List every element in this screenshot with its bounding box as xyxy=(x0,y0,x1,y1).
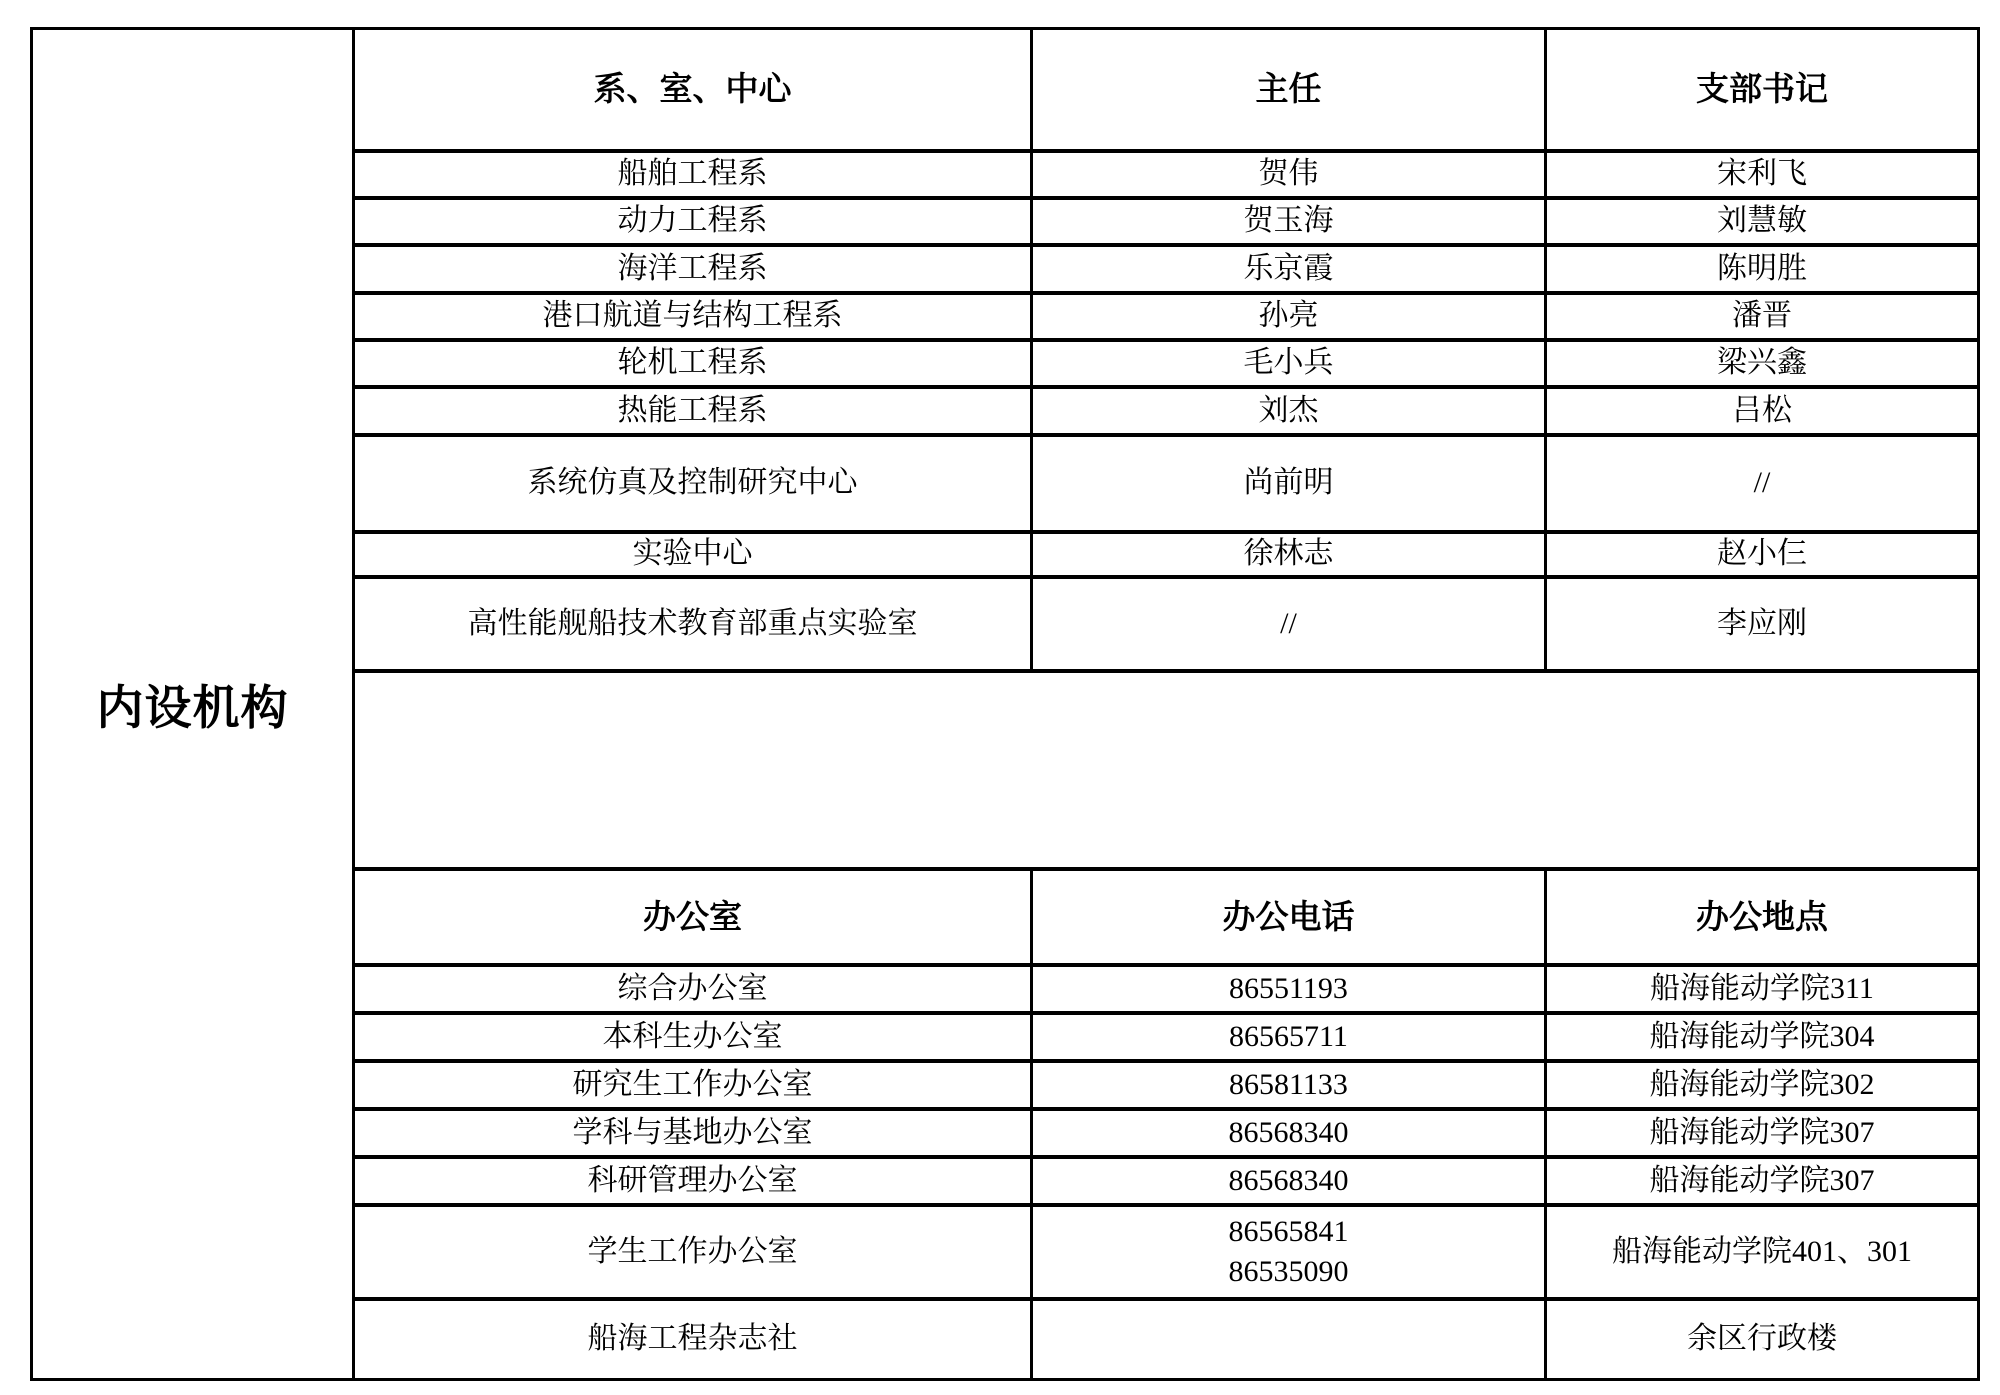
phone-line: 86565841 xyxy=(1228,1214,1349,1248)
location-cell: 船海能动学院304 xyxy=(1649,1019,1875,1053)
header-branch-secretary: 支部书记 xyxy=(1696,70,1828,108)
location-cell: 船海能动学院401、301 xyxy=(1612,1234,1912,1268)
phone-cell: 86565711 xyxy=(1033,1015,1547,1059)
section-b-header-row xyxy=(355,871,1977,967)
dept-cell: 船舶工程系 xyxy=(355,153,1033,196)
secretary-cell: 刘慧敏 xyxy=(1717,204,1807,238)
table-row xyxy=(355,295,1977,342)
table-row xyxy=(355,1301,1977,1378)
phone-cell: 86551193 xyxy=(1033,967,1547,1011)
location-cell: 船海能动学院307 xyxy=(1649,1163,1875,1197)
director-cell: 刘杰 xyxy=(1033,389,1547,433)
phone-cell xyxy=(1033,1207,1547,1297)
table-row xyxy=(355,579,1977,673)
header-director: 主任 xyxy=(1033,30,1547,149)
dept-cell: 系统仿真及控制研究中心 xyxy=(355,437,1033,530)
director-cell: 毛小兵 xyxy=(1033,342,1547,385)
director-cell: 尚前明 xyxy=(1033,437,1547,530)
header-dept: 系、室、中心 xyxy=(355,30,1033,149)
secretary-cell: // xyxy=(1753,466,1771,500)
location-cell: 船海能动学院307 xyxy=(1649,1115,1875,1149)
phone-cell-empty xyxy=(1033,1301,1547,1378)
dept-cell: 海洋工程系 xyxy=(355,247,1033,291)
director-cell: 徐林志 xyxy=(1033,534,1547,575)
table-row xyxy=(355,389,1977,437)
office-cell: 综合办公室 xyxy=(355,967,1033,1011)
table-row xyxy=(355,534,1977,579)
secretary-cell: 赵小仨 xyxy=(1717,537,1807,571)
header-office-location: 办公地点 xyxy=(1696,897,1828,935)
empty-spacer-row xyxy=(355,673,1977,871)
secretary-cell: 梁兴鑫 xyxy=(1717,346,1807,380)
office-cell: 本科生办公室 xyxy=(355,1015,1033,1059)
table-row xyxy=(355,247,1977,295)
row-group-label: 内设机构 xyxy=(96,682,289,735)
table-row xyxy=(355,1063,1977,1111)
office-cell: 科研管理办公室 xyxy=(355,1159,1033,1203)
table-row xyxy=(355,967,1977,1015)
secretary-cell: 宋利飞 xyxy=(1717,157,1807,191)
director-cell: 乐京霞 xyxy=(1033,247,1547,291)
secretary-cell: 吕松 xyxy=(1732,393,1792,427)
office-cell: 学科与基地办公室 xyxy=(355,1111,1033,1155)
empty-cell xyxy=(355,673,1977,867)
org-structure-table xyxy=(30,27,1980,1381)
table-row xyxy=(355,342,1977,389)
dept-cell: 实验中心 xyxy=(355,534,1033,575)
dept-cell: 动力工程系 xyxy=(355,200,1033,243)
dept-cell: 港口航道与结构工程系 xyxy=(355,295,1033,338)
director-cell: // xyxy=(1033,579,1547,669)
dept-cell: 高性能舰船技术教育部重点实验室 xyxy=(355,579,1033,669)
row-group-label-cell xyxy=(33,30,355,1378)
office-cell: 学生工作办公室 xyxy=(355,1207,1033,1297)
director-cell: 孙亮 xyxy=(1033,295,1547,338)
table-row xyxy=(355,1159,1977,1207)
director-cell: 贺伟 xyxy=(1033,153,1547,196)
header-office-phone: 办公电话 xyxy=(1033,871,1547,963)
table-row xyxy=(355,437,1977,534)
secretary-cell: 李应刚 xyxy=(1717,606,1807,640)
phone-cell: 86568340 xyxy=(1033,1159,1547,1203)
table-row xyxy=(355,1015,1977,1063)
office-cell: 船海工程杂志社 xyxy=(355,1301,1033,1378)
location-cell: 余区行政楼 xyxy=(1687,1322,1837,1356)
secretary-cell: 潘晋 xyxy=(1732,299,1792,333)
table-row xyxy=(355,1111,1977,1159)
office-cell: 研究生工作办公室 xyxy=(355,1063,1033,1107)
director-cell: 贺玉海 xyxy=(1033,200,1547,243)
table-row xyxy=(355,1207,1977,1301)
section-a-header-row xyxy=(355,30,1977,153)
header-office: 办公室 xyxy=(355,871,1033,963)
phone-line: 86535090 xyxy=(1228,1255,1349,1288)
dept-cell: 热能工程系 xyxy=(355,389,1033,433)
dept-cell: 轮机工程系 xyxy=(355,342,1033,385)
phone-cell: 86581133 xyxy=(1033,1063,1547,1107)
table-main-column xyxy=(355,30,1977,1378)
location-cell: 船海能动学院311 xyxy=(1650,971,1874,1005)
secretary-cell: 陈明胜 xyxy=(1717,251,1807,285)
location-cell: 船海能动学院302 xyxy=(1649,1067,1875,1101)
table-row xyxy=(355,153,1977,200)
phone-cell: 86568340 xyxy=(1033,1111,1547,1155)
table-row xyxy=(355,200,1977,247)
